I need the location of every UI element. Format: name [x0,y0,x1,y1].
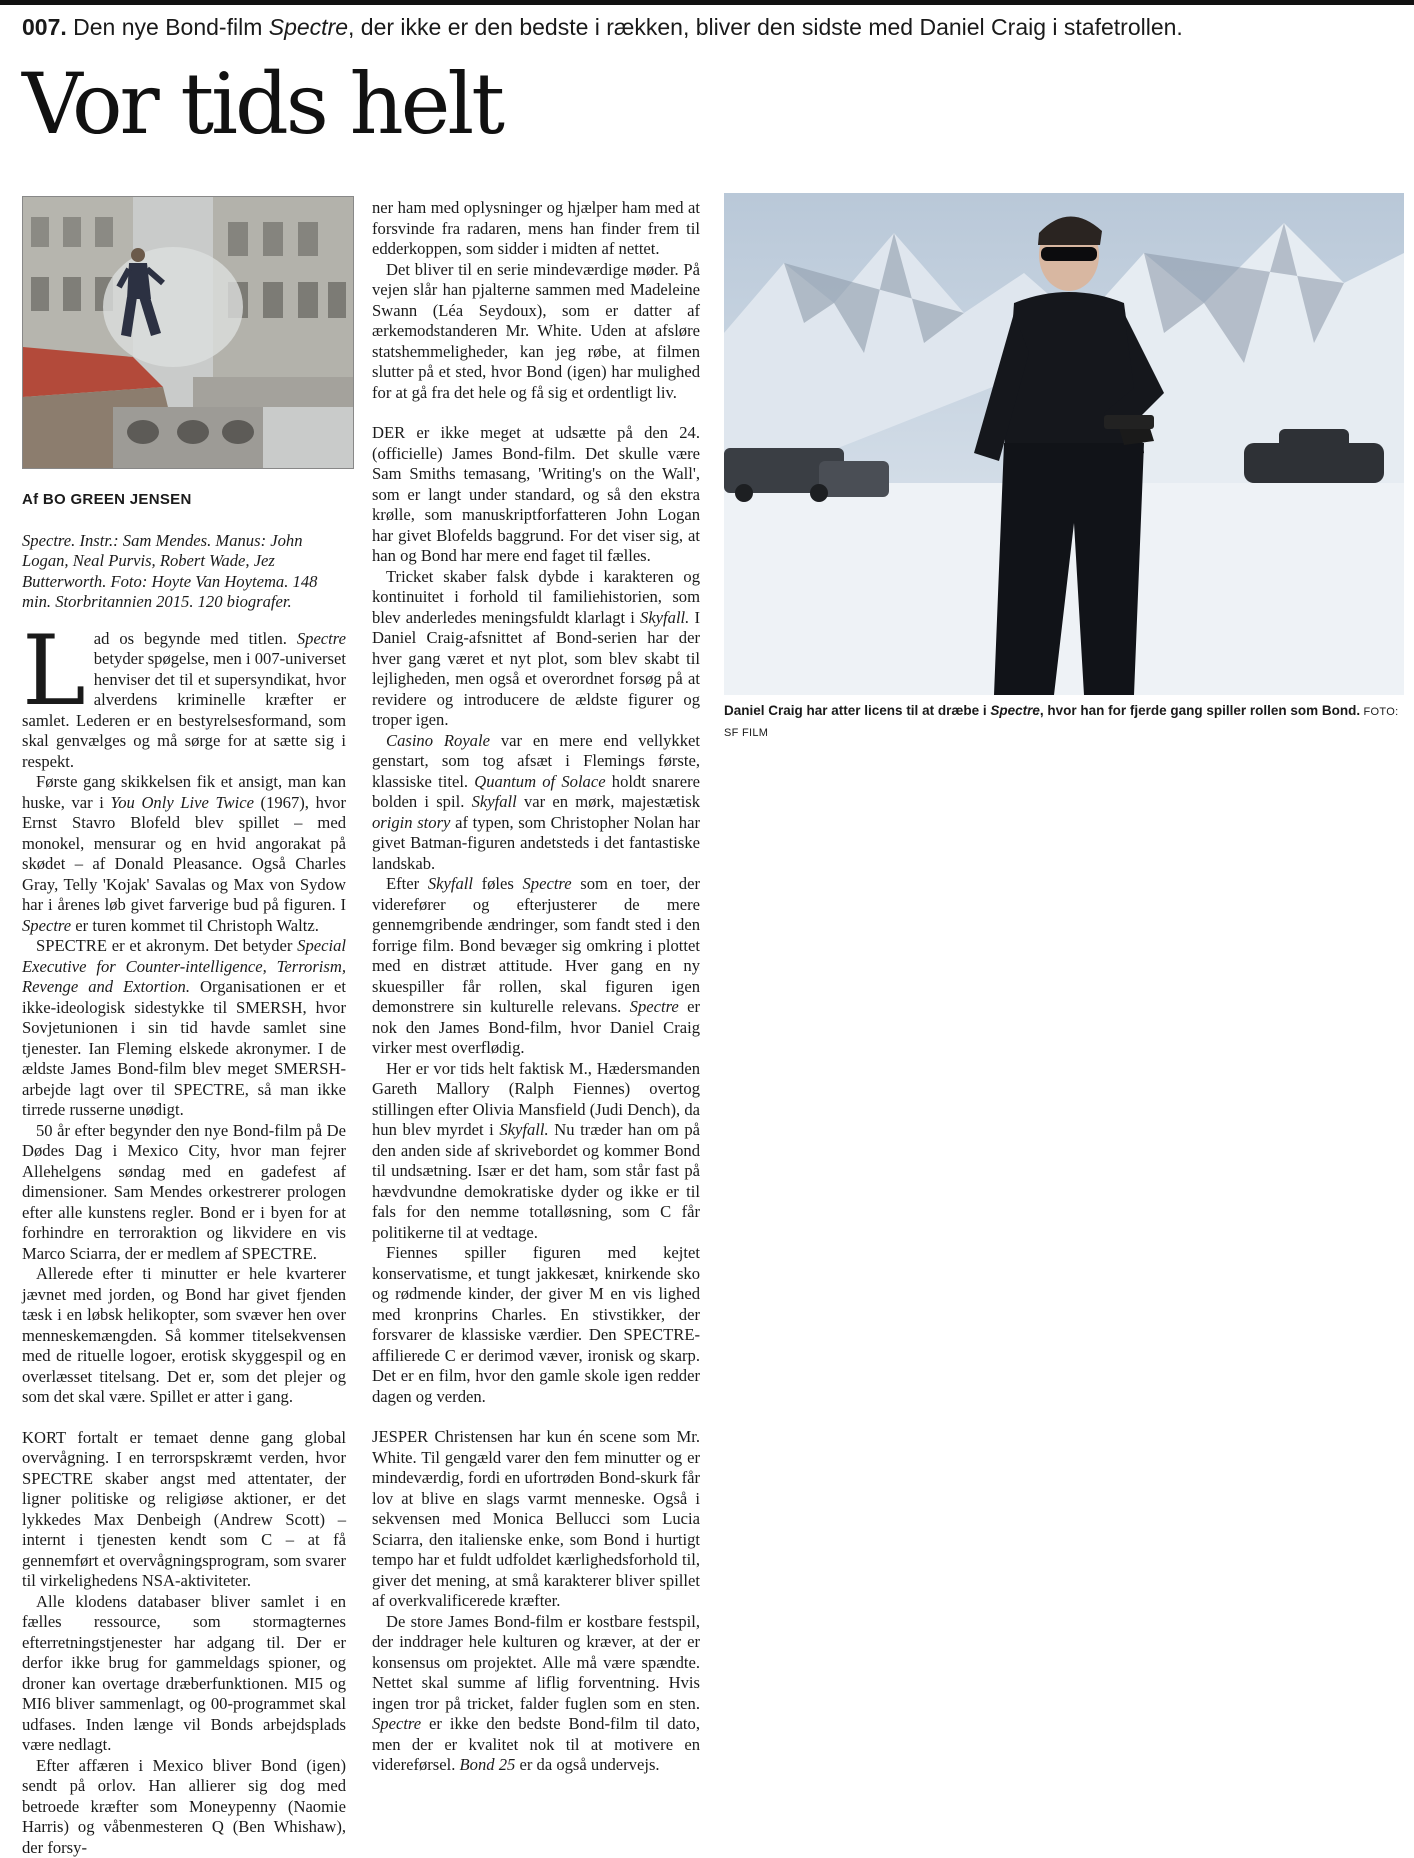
article-paragraph [372,1059,700,1244]
film-credits: Spectre. Instr.: Sam Mendes. Manus: John Logan, Neal Purvis, Robert Wade, Jez Butterworth. Foto: Hoyte Van Hoytema. 148 min. Storbritannien 2015. 120 biografer. [22,531,346,613]
byline: Af BO GREEN JENSEN [22,490,346,511]
article-paragraph: ner ham med oplysninger og hjælper ham med at forsvinde fra radaren, mens han finder frem til edderkoppen, som sidder i midten af nettet. [372,198,700,260]
article-paragraph: DER er ikke meget at udsætte på den 24. (officielle) James Bond-film. Det skulle være Sam Smiths temasang, 'Writing's on the Wall', som er langt under standard, og så den ekstra krølle, som manuskriptforfatteren John Logan har givet Blofelds baggrund. For det viser sig, at han og Bond har mere end faget til fælles. [372,423,700,567]
italic-title: Spectre [297,629,346,648]
article-paragraph: Efter affæren i Mexico bliver Bond (igen) sendt på orlov. Han allierer sig dog med betroede kræfter som Moneypenny (Naomie Harris) og våbenmesteren Q (Ben Whishaw), der forsy- [22,1756,346,1858]
article-paragraph: Alle klodens databaser bliver samlet i en fælles ressource, som stormagternes efterretningstjenester har adgang til. Der er derfor ikke brug for gammeldags spioner, og droner kan overtage dræberfunktionen. MI5 og MI6 bliver sammenlagt, og 00-programmet skal udfases. Inden længe vil Bonds arbejdsplads være nedlagt. [22,1592,346,1756]
text-run: er ikke den bedste Bond-film til dato, men der er kvalitet nok til at motivere en videreførsel. [372,1714,700,1774]
snow-scene-illustration [724,193,1404,695]
main-photo [724,193,1404,695]
kicker-number: 007. [22,14,67,40]
italic-title: Skyfall [472,792,517,811]
text-run: af typen, som Christopher Nolan har givet Batman-figuren andetsteds i det fantastiske landskab. [372,813,700,873]
article-paragraph: KORT fortalt er temaet denne gang global overvågning. I en terrorspskræmt verden, hvor SPECTRE skaber angst med attentater, der ligner politiske og religiøse aktioner, er det lykkedes Max Denbeigh (Andrew Scott) – internt i tjenesten kendt som C – at få gennemført et overvågningsprogram, som svarer til virkelighedens NSA-aktiviteter. [22,1428,346,1592]
photo-credit: FOTO: SF FILM [724,706,1398,739]
italic-title: Skyfall. [499,1120,548,1139]
top-rule [0,0,1414,5]
article-paragraph [22,772,346,936]
drop-cap: L [22,633,86,709]
italic-title: You Only Live Twice [111,793,254,812]
rooftop-illustration [23,197,353,468]
text-run: Organisationen er et ikke-ideologisk sidestykke til SMERSH, hvor Sovjetunionen i sin tid havde samlet sine tjenester. Ian Fleming elskede akronymer. I de ældste James Bond-film blev meget SMERSH-arbejde lagt over til SPECTRE, så man ikke tirrede russerne unødigt. [22,977,346,1119]
rooftop-photo [22,196,354,469]
photo-caption [724,701,1404,743]
text-run: I Daniel Craig-afsnittet af Bond-serien har der hver gang været et nyt plot, som blev skabt til lejligheden, men også et overordnet forsøg på at revidere og introducere de ældste figurer og troper igen. [372,608,700,730]
kicker-text-b: , der ikke er den bedste i rækken, bliver den sidste med Daniel Craig i stafetrollen. [348,14,1183,40]
italic-title: Quantum of Solace [474,772,605,791]
italic-title: Spectre [22,916,71,935]
italic-title: Spectre [523,874,572,893]
article-paragraph [22,629,346,773]
text-run: ad os begynde med titlen. [94,629,297,648]
caption-text-b: , hvor han for fjerde gang spiller rollen som Bond. [1040,703,1360,718]
text-run: SPECTRE er et akronym. Det betyder [36,936,297,955]
text-run: holdt snarere bolden i spil. [372,772,700,812]
italic-title: Casino Royale [386,731,490,750]
text-run: Efter [386,874,428,893]
article-paragraph: Det bliver til en serie mindeværdige møder. På vejen slår han pjalterne sammen med Madeleine Swann (Léa Seydoux), som er datter af ærkemodstanderen Mr. White. Uden at afsløre statshemmeligheder, kan jeg røbe, at filmen slutter på et sted, hvor Bond (igen) har mulighed for at gå fra det hele og få sig et ordentligt liv. [372,260,700,404]
article-paragraph: JESPER Christensen har kun én scene som Mr. White. Til gengæld varer den fem minutter og er mindeværdig, fordi en ufortrøden Bond-skurk får lov at blive en slags varmt menneske. Også i sekvensen med Monica Bellucci som Lucia Sciarra, den italienske enke, som Bond i hurtigt tempo har et fuldt udfoldet kærlighedsforhold til, giver det mening, at små karakterer bliver spillet af overkvalificerede kræfter. [372,1427,700,1612]
text-run: er turen kommet til Christoph Waltz. [71,916,319,935]
article-column-2 [372,198,700,1776]
article-paragraph: Allerede efter ti minutter er hele kvarterer jævnet med jorden, og Bond har givet fjenden tæsk i en løbsk helikopter, som svæver hen over menneskemængden. Så kommer titelsekvensen med de rituelle logoer, erotisk skyggespil og en overlæsset titelsang. Det er, som det plejer og som det skal være. Spillet er atter i gang. [22,1264,346,1408]
italic-title: Spectre [372,1714,421,1733]
article-paragraph [372,731,700,875]
italic-title: Skyfall. [640,608,689,627]
headline: Vor tids helt [22,62,502,146]
caption-text-a: Daniel Craig har atter licens til at dræbe i [724,703,990,718]
text-run: var en mørk, majestætisk [517,792,700,811]
text-run: føles [473,874,523,893]
kicker-text-a: Den nye Bond-film [67,14,269,40]
kicker-film-title: Spectre [269,14,348,40]
article-paragraph: 50 år efter begynder den nye Bond-film på De Dødes Dag i Mexico City, hvor man fejrer Allehelgens søndag med en gadefest af dimensioner. Sam Mendes orkestrerer prologen efter alle kunstens regler. Bond er i byen for at forhindre en terroraktion og likvidere en vis Marco Sciarra, der er medlem af SPECTRE. [22,1121,346,1265]
italic-title: Skyfall [428,874,473,893]
text-run: er nok den James Bond-film, hvor Daniel Craig virker mest overflødig. [372,997,700,1057]
text-run: De store James Bond-film er kostbare festspil, der inddrager hele kulturen og kræver, at der er konsensus om projektet. Alle må være spændte. Nettet skal summe af liflig forventning. Hvis ingen tror på tricket, falder fuglen som en sten. [372,1612,700,1713]
text-run: Tricket skaber falsk dybde i karakteren og kontinuitet i forhold til familiehistorien, som blev anderledes meningsfuldt klarlagt i [372,567,700,627]
caption-film-title: Spectre [990,703,1040,718]
italic-acronym: Special Executive for Counter-intelligence, Terrorism, Revenge and Extortion. [22,936,346,996]
article-paragraph [372,874,700,1059]
text-run: Nu træder han om på den anden side af skrivebordet og kommer Bond til undsætning. Især er det ham, som står fast på hævdvundne demokratiske dyder og ikke er til fals for den nemme totalløsning, som C får politikerne til at vedtage. [372,1120,700,1242]
article-paragraph [372,567,700,731]
italic-title: Spectre [630,997,679,1016]
italic-term: origin story [372,813,450,832]
text-run: som en toer, der viderefører og efterjusterer de mere gennemgribende ændringer, som fandt sted i den forrige film. Bond bevæger sig omkring i plottet med en distræt attitude. Hver gang en ny skuespiller får rollen, skal figuren igen demonstrere sin kulturelle relevans. [372,874,700,1016]
text-run: (1967), hvor Ernst Stavro Blofeld blev spillet – med monokel, mensurar og en hvid angorakat på skødet – af Donald Pleasance. Også Charles Gray, Telly 'Kojak' Savalas og Max von Sydow har i årenes løb givet farverige bud på figuren. I [22,793,346,915]
italic-title: Bond 25 [460,1755,516,1774]
text-run: Her er vor tids helt faktisk M., Hædersmanden Gareth Mallory (Ralph Fiennes) overtog stillingen efter Olivia Mansfield (Judi Dench), da hun blev myrdet i [372,1059,700,1140]
text-run: var en mere end vellykket genstart, som tog afsæt i Flemings første, klassiske titel. [372,731,700,791]
article-paragraph [22,936,346,1121]
kicker [22,14,1402,41]
text-run: betyder spøgelse, men i 007-universet henviser det til et supersyndikat, hvor alverdens kriminelle kræfter er samlet. Lederen er en bestyrelsesformand, som skal genvælges og må sørge for at sætte sig i respekt. [22,649,346,771]
text-run: Første gang skikkelsen fik et ansigt, man kan huske, var i [22,772,346,812]
article-paragraph [372,1612,700,1776]
article-paragraph: Fiennes spiller figuren med kejtet konservatisme, et tungt jakkesæt, knirkende sko og rødmende kinder, der giver M en vis lighed med kronprins Charles. En stivstikker, der forsvarer de klassiske værdier. Den SPECTRE-affilierede C er derimod væver, ironisk og skarp. Det er en film, hvor den gamle skole igen redder dagen og verden. [372,1243,700,1407]
text-run: er da også undervejs. [515,1755,659,1774]
article-column-1 [22,490,346,1858]
